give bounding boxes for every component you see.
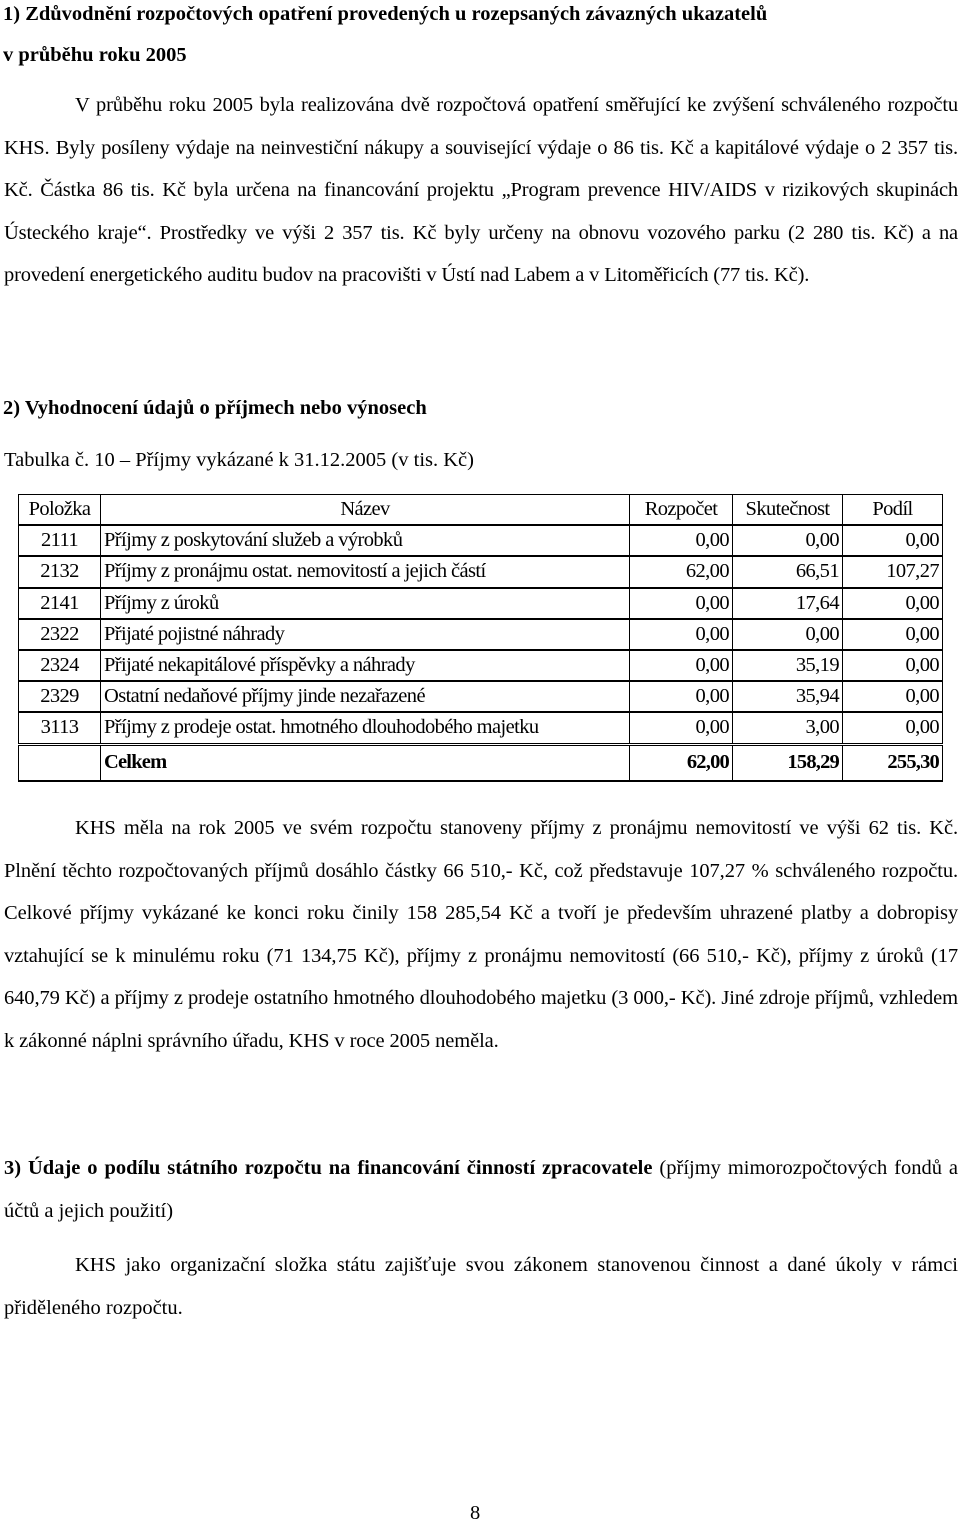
header-skutecnost: Skutečnost [733,495,843,526]
cell-code: 2111 [19,525,101,556]
header-podil: Podíl [843,495,943,526]
cell-share: 0,00 [843,619,943,650]
table-row [19,556,943,587]
header-nazev: Název [101,495,630,526]
header-rozpocet: Rozpočet [630,495,733,526]
cell-share: 0,00 [843,650,943,681]
cell-share: 0,00 [843,525,943,556]
cell-share: 0,00 [843,681,943,712]
page-number: 8 [470,1502,481,1524]
total-budget: 62,00 [630,744,733,781]
cell-actual: 35,19 [733,650,843,681]
cell-budget: 0,00 [630,712,733,744]
income-table [18,494,943,782]
total-code [19,744,101,781]
cell-budget: 0,00 [630,650,733,681]
cell-name: Příjmy z pronájmu ostat. nemovitostí a jejich částí [101,556,630,587]
section3-paragraph [4,1244,958,1329]
section3-heading-normal: (příjmy mimorozpočtových fondů a účtů a jejich použití) [4,1157,959,1222]
table-row [19,588,943,619]
table-total-row [19,744,943,781]
section1-heading-line2: v průběhu roku 2005 [3,44,187,66]
cell-code: 2141 [19,588,101,619]
cell-actual: 35,94 [733,681,843,712]
section1-paragraph [4,84,958,297]
cell-actual: 66,51 [733,556,843,587]
section1-heading-line1: 1) Zdůvodnění rozpočtových opatření provedených u rozepsaných závazných ukazatelů [3,3,768,25]
cell-code: 2329 [19,681,101,712]
cell-code: 2322 [19,619,101,650]
table-header-row [19,495,943,526]
cell-budget: 0,00 [630,619,733,650]
cell-budget: 0,00 [630,525,733,556]
section2-heading: 2) Vyhodnocení údajů o příjmech nebo výnosech [3,397,427,419]
cell-name: Příjmy z úroků [101,588,630,619]
section2-paragraph-text: KHS měla na rok 2005 ve svém rozpočtu stanoveny příjmy z pronájmu nemovitostí ve výši 62 tis. Kč. Plnění těchto rozpočtovaných příjmů dosáhlo částky 66 510,- Kč, což představuje 107,27 % schváleného rozpočtu. Celkové příjmy vykázané ke konci roku činily 158 285,54 Kč a tvoří je především uhrazené platby a dobropisy vztahující se k minulému roku (71 134,75 Kč), příjmy z pronájmu nemovitostí (66 510,- Kč), příjmy z úroků (17 640,79 Kč) a příjmy z prodeje ostatního hmotného dlouhodobého majetku (3 000,- Kč). Jiné zdroje příjmů, vzhledem k zákonné náplni správního úřadu, KHS v roce 2005 neměla. [4,817,958,1052]
section3-heading-bold: 3) Údaje o podílu státního rozpočtu na financování činností zpracovatele [4,1157,653,1179]
table-row [19,525,943,556]
cell-share: 0,00 [843,588,943,619]
section2-paragraph [4,807,958,1062]
table-row [19,650,943,681]
cell-actual: 3,00 [733,712,843,744]
total-share: 255,30 [843,744,943,781]
section1-paragraph-text: V průběhu roku 2005 byla realizována dvě rozpočtová opatření směřující ke zvýšení schváleného rozpočtu KHS. Byly posíleny výdaje na neinvestiční nákupy a související výdaje o 86 tis. Kč a kapitálové výdaje o 2 357 tis. Kč. Částka 86 tis. Kč byla určena na financování projektu „Program prevence HIV/AIDS v rizikových skupinách Ústeckého kraje“. Prostředky ve výši 2 357 tis. Kč byly určeny na obnovu vozového parku (2 280 tis. Kč) a na provedení energetického auditu budov na pracovišti v Ústí nad Labem a v Litoměřicích (77 tis. Kč). [4,94,958,286]
cell-budget: 0,00 [630,588,733,619]
cell-share: 107,27 [843,556,943,587]
table-row [19,681,943,712]
total-label: Celkem [101,744,630,781]
cell-name: Přijaté pojistné náhrady [101,619,630,650]
cell-code: 2324 [19,650,101,681]
table-caption: Tabulka č. 10 – Příjmy vykázané k 31.12.2005 (v tis. Kč) [4,449,474,471]
cell-budget: 62,00 [630,556,733,587]
section3-paragraph-text: KHS jako organizační složka státu zajišťuje svou zákonem stanovenou činnost a dané úkoly v rámci přiděleného rozpočtu. [4,1254,958,1319]
cell-actual: 17,64 [733,588,843,619]
section3-heading [4,1147,958,1232]
cell-name: Přijaté nekapitálové příspěvky a náhrady [101,650,630,681]
header-polozka: Položka [19,495,101,526]
cell-actual: 0,00 [733,525,843,556]
cell-name: Příjmy z prodeje ostat. hmotného dlouhodobého majetku [101,712,630,744]
cell-name: Ostatní nedaňové příjmy jinde nezařazené [101,681,630,712]
cell-name: Příjmy z poskytování služeb a výrobků [101,525,630,556]
cell-code: 3113 [19,712,101,744]
cell-share: 0,00 [843,712,943,744]
cell-actual: 0,00 [733,619,843,650]
table-row [19,712,943,744]
table-row [19,619,943,650]
cell-budget: 0,00 [630,681,733,712]
total-actual: 158,29 [733,744,843,781]
cell-code: 2132 [19,556,101,587]
